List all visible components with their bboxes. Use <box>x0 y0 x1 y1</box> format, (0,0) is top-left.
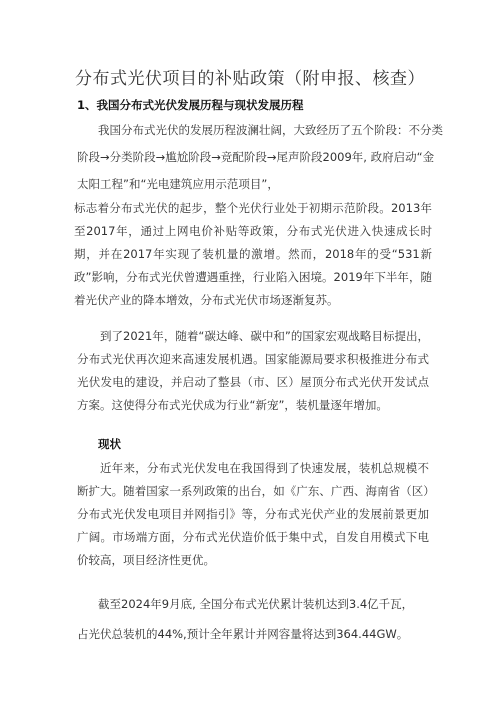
paragraph-line: 截至2024年9月底, 全国分布式光伏累计装机达到3.4亿千瓦， <box>98 597 414 611</box>
section-heading: 1、我国分布式光伏发展历程与现状发展历程 <box>77 98 304 112</box>
paragraph-line: 我国分布式光伏的发展历程波澜壮阔，大致经历了五个阶段：不分类 <box>98 123 443 137</box>
paragraph: 标志着分布式光伏的起步，整个光伏行业处于初期示范阶段。2013年至2017年，通过上网电价补贴等政策，分布式光伏进入快速成长时期，并在2017年实现了装机量的激增。然而，2018年的受“531新政”影响，分布式光伏曾遭遇重挫，行业陷入困境。2019年下半年，随着光伏产业的降本增效，分布式光伏市场逐渐复苏。 <box>74 201 432 307</box>
paragraph: 到了2021年，随着“碳达峰、碳中和”的国家宏观战略目标提出，分布式光伏再次迎来高速发展机遇。国家能源局要求积极推进分布式光伏发电的建设，并启动了整县（市、区）屋顶分布式光伏开发试点方案。这使得分布式光伏成为行业“新宠”，装机量逐年增加。 <box>77 329 429 412</box>
document-title: 分布式光伏项目的补贴政策（附申报、核查） <box>75 69 425 89</box>
paragraph-line: 太阳工程”和“光电建筑应用示范项目”， <box>77 177 279 191</box>
paragraph-line: 阶段→分类阶段→尴尬阶段→竞配阶段→尾声阶段2009年, 政府启动“金 <box>77 150 435 164</box>
status-heading: 现状 <box>98 437 121 451</box>
paragraph-line: 占光伏总装机的44%,预计全年累计并网容量将达到364.44GW。 <box>77 627 409 641</box>
paragraph: 近年来，分布式光伏发电在我国得到了快速发展，装机总规模不断扩大。随着国家一系列政策的出台，如《广东、广西、海南省（区）分布式光伏发电项目并网指引》等，分布式光伏产业的发展前景更加广阔。市场端方面，分布式光伏造价低于集中式，自发自用模式下电价较高，项目经济性更优。 <box>77 461 429 567</box>
